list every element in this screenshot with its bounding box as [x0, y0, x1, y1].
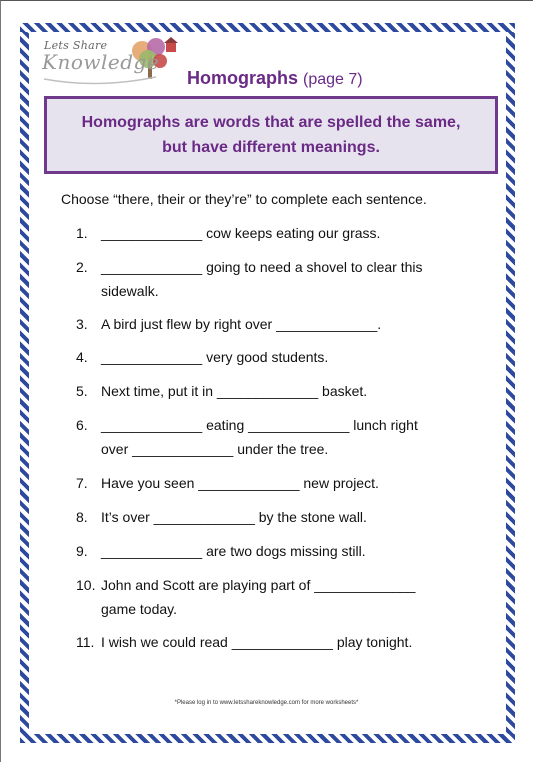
item-sentence: _____________ very good students.	[101, 349, 329, 365]
definition-line-1: Homographs are words that are spelled the same,	[81, 114, 461, 131]
item-sentence: I wish we could read _____________ play tonight.	[101, 634, 413, 650]
item-number: 8.	[76, 509, 88, 525]
logo-tagline: Lets Share	[44, 39, 108, 52]
item-number: 7.	[76, 475, 88, 491]
logo-wordmark: Knowledge	[42, 50, 160, 74]
item-sentence: Next time, put it in _____________ basket.	[101, 383, 368, 399]
item-number: 10.	[76, 577, 96, 593]
footer-note: *Please log in to www.letsshareknowledge.com for more worksheets*	[174, 700, 359, 706]
item-sentence: It’s over _____________ by the stone wall.	[101, 509, 367, 525]
site-logo	[38, 33, 188, 93]
item-sentence: _____________ are two dogs missing still.	[101, 543, 366, 559]
item-number: 9.	[76, 543, 88, 559]
item-number: 3.	[76, 316, 88, 332]
title-page-number: (page 7)	[303, 71, 363, 88]
definition-line-2: but have different meanings.	[162, 139, 380, 156]
item-number: 4.	[76, 349, 88, 365]
definition-box	[44, 96, 498, 174]
item-number: 1.	[76, 225, 88, 241]
item-number: 5.	[76, 383, 88, 399]
item-sentence: _____________ going to need a shovel to clear this sidewalk.	[101, 259, 423, 299]
item-sentence: _____________ cow keeps eating our grass.	[101, 225, 381, 241]
item-number: 6.	[76, 417, 88, 433]
item-sentence: John and Scott are playing part of _____________ game today.	[101, 577, 416, 617]
item-number: 11.	[76, 634, 95, 650]
item-sentence: Have you seen _____________ new project.	[101, 475, 379, 491]
item-sentence: A bird just flew by right over _____________.	[101, 316, 382, 332]
page-title	[187, 68, 363, 89]
item-sentence: _____________ eating _____________ lunch right over _____________ under the tree.	[101, 417, 418, 457]
instruction-text: Choose “there, their or they’re” to complete each sentence.	[61, 191, 427, 207]
item-number: 2.	[76, 259, 88, 275]
title-text: Homographs	[187, 68, 299, 88]
